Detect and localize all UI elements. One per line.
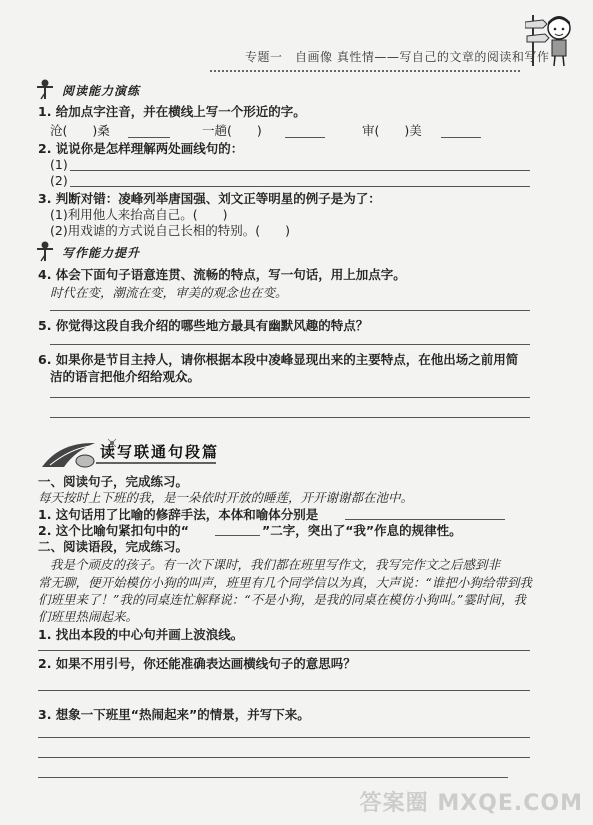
part2-para-3: 们班里来了！”我的同桌连忙解释说：“不是小狗，是我的同桌在模仿小狗叫。”霎时间，我 bbox=[38, 592, 526, 607]
part2-q3: 3. 想象一下班里“热闹起来”的情景，并写下来。 bbox=[38, 707, 310, 722]
answer-line[interactable] bbox=[38, 777, 508, 778]
q3-sub-1: (1)利用他人来抬高自己。( ) bbox=[50, 207, 228, 222]
scarecrow-icon bbox=[36, 240, 54, 262]
section-title-writing: 写作能力提升 bbox=[62, 246, 141, 260]
part2-title: 二、阅读语段，完成练习。 bbox=[38, 539, 189, 554]
page-header: 专题一 自画像 真性情——写自己的文章的阅读和写作 bbox=[245, 50, 550, 64]
answer-line[interactable] bbox=[38, 650, 530, 651]
q3-sub-2: (2)用戏谑的方式说自己长相的特别。( ) bbox=[50, 223, 290, 238]
answer-line[interactable] bbox=[285, 137, 325, 138]
watermark: 答案圈 MXQE.COM bbox=[359, 791, 583, 816]
part1-title: 一、阅读句子，完成练习。 bbox=[38, 474, 189, 489]
question-6-line-1: 6. 如果你是节目主持人，请你根据本段中凌峰显现出来的主要特点，在他出场之前用简 bbox=[38, 352, 519, 367]
answer-line[interactable] bbox=[38, 737, 530, 738]
part2-para-1: 我是个顽皮的孩子。有一次下课时，我们都在班里写作文，我写完作文之后感到非 bbox=[50, 557, 501, 572]
q2-sub-2: (2) bbox=[50, 173, 68, 188]
header-rule bbox=[210, 70, 520, 72]
answer-line[interactable] bbox=[50, 397, 530, 398]
answer-line[interactable] bbox=[70, 186, 530, 187]
question-5: 5. 你觉得这段自我介绍的哪些地方最具有幽默风趣的特点？ bbox=[38, 318, 369, 333]
question-1: 1. 给加点字注音，并在横线上写一个形近的字。 bbox=[38, 104, 306, 119]
q1-item-1: 沧( )桑 bbox=[50, 123, 110, 138]
answer-line[interactable] bbox=[345, 519, 505, 520]
q2-sub-1: (1) bbox=[50, 157, 68, 172]
question-4: 4. 体会下面句子语意连贯、流畅的特点，写一句话，用上加点字。 bbox=[38, 267, 406, 282]
question-2: 2. 说说你是怎样理解两处画线句的： bbox=[38, 141, 244, 156]
part1-sentence: 每天按时上下班的我，是一朵依时开放的睡莲，开开谢谢都在池中。 bbox=[38, 490, 414, 505]
question-3: 3. 判断对错：凌峰列举唐国强、刘文正等明星的例子是为了： bbox=[38, 191, 381, 206]
scarecrow-icon bbox=[36, 78, 54, 100]
answer-line[interactable] bbox=[441, 137, 481, 138]
answer-line[interactable] bbox=[38, 757, 530, 758]
part1-q2-a: 2. 这个比喻句紧扣句中的“ bbox=[38, 523, 190, 538]
answer-line[interactable] bbox=[50, 310, 530, 311]
q4-example: 时代在变，潮流在变，审美的观念也在变。 bbox=[50, 285, 288, 300]
answer-line[interactable] bbox=[50, 417, 530, 418]
q1-item-3: 审( )美 bbox=[362, 123, 422, 138]
answer-line[interactable] bbox=[215, 535, 260, 536]
banner-title: 读写联通句段篇 bbox=[100, 443, 220, 461]
part1-q2-b: ”二字，突出了“我”作息的规律性。 bbox=[262, 523, 462, 538]
part1-q1: 1. 这句话用了比喻的修辞手法，本体和喻体分别是 bbox=[38, 507, 319, 522]
answer-line[interactable] bbox=[50, 344, 530, 345]
part2-q1: 1. 找出本段的中心句并画上波浪线。 bbox=[38, 627, 244, 642]
section-title-reading-practice: 阅读能力演练 bbox=[62, 84, 141, 98]
part2-para-2: 常无聊，便开始模仿小狗的叫声，班里有几个同学信以为真，大声说：“谁把小狗给带到我 bbox=[38, 575, 532, 590]
cartoon-girl-signpost-icon bbox=[525, 10, 575, 68]
part2-para-4: 们班里热闹起来。 bbox=[38, 609, 139, 624]
q1-item-2: 一趟( ) bbox=[202, 123, 262, 138]
answer-line[interactable] bbox=[128, 137, 170, 138]
answer-line[interactable] bbox=[38, 690, 530, 691]
question-6-line-2: 洁的语言把他介绍给观众。 bbox=[50, 369, 201, 384]
part2-q2: 2. 如果不用引号，你还能准确表达画横线句子的意思吗？ bbox=[38, 656, 356, 671]
answer-line[interactable] bbox=[70, 170, 530, 171]
